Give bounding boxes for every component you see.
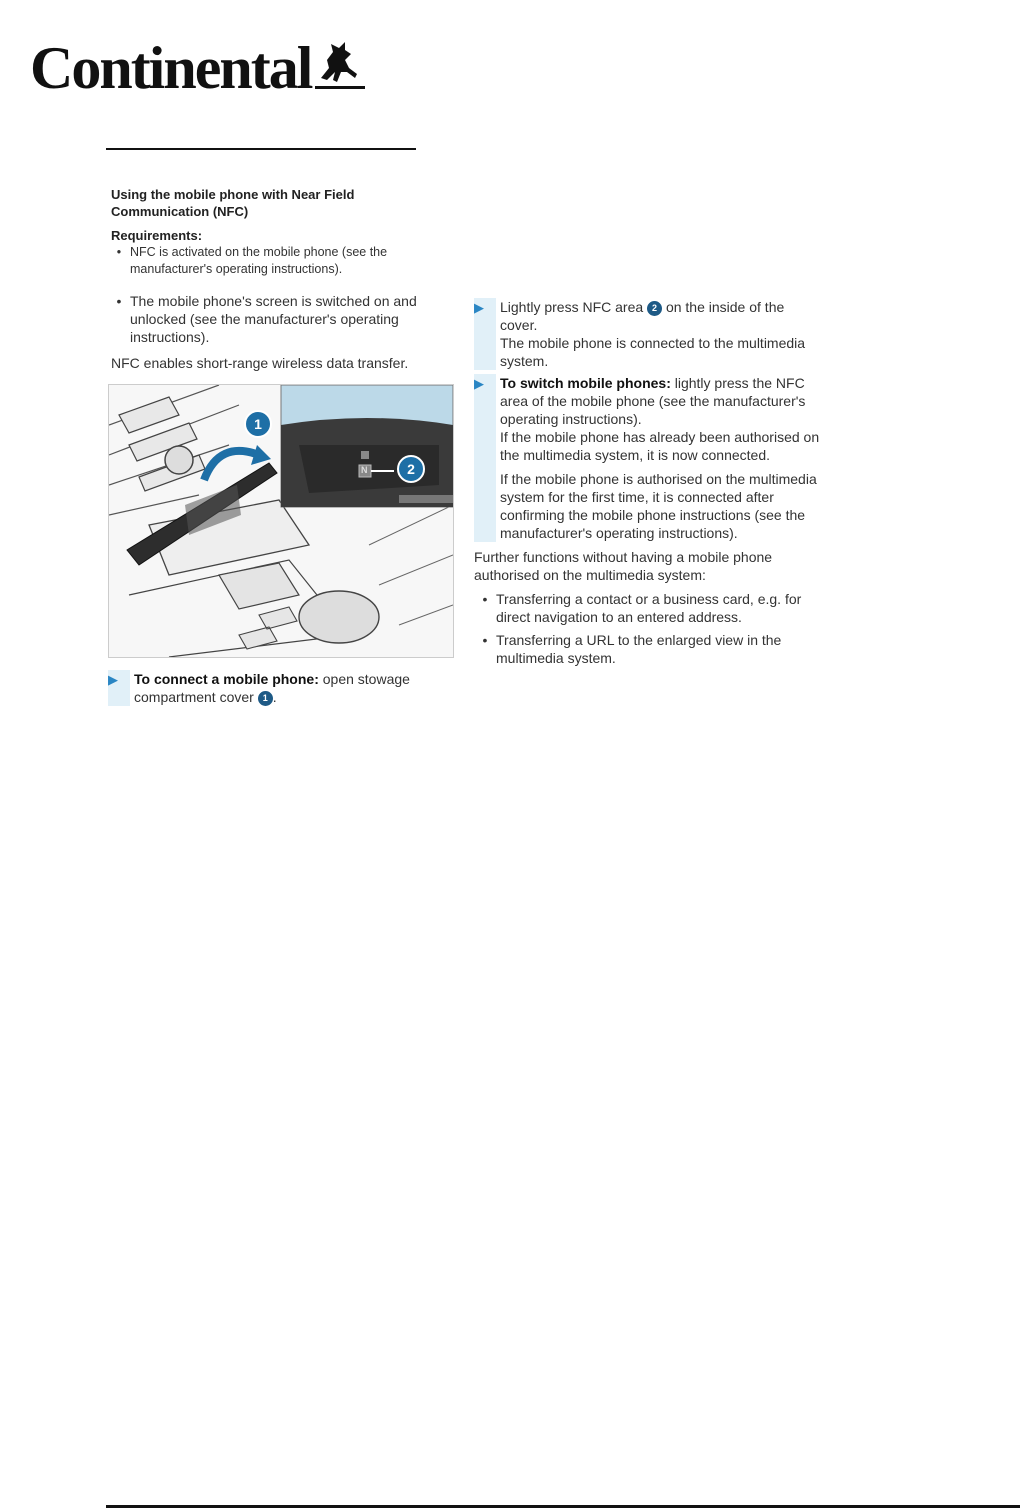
list-item: • NFC is activated on the mobile phone (see the manufacturer's operating instructions). <box>108 244 453 278</box>
callout-2: 2 <box>397 455 425 483</box>
step-text: lightly press the NFC area of the mobile phone (see the manufacturer's operating instructions). <box>500 375 806 427</box>
step-text: open stowage compartment cover <box>134 671 410 705</box>
list-item-text: Transferring a URL to the enlarged view in the multimedia system. <box>496 632 782 666</box>
continental-logo <box>30 28 365 101</box>
ref-2-badge: 2 <box>647 301 662 316</box>
left-column <box>108 186 453 706</box>
step-switch-phones <box>474 374 824 542</box>
requirement-text: The mobile phone's screen is switched on and unlocked (see the manufacturer's operating instructions). <box>130 293 417 345</box>
further-functions-list <box>474 590 824 667</box>
console-drawing <box>109 385 453 657</box>
footer-rule <box>106 1505 1020 1508</box>
list-item: • The mobile phone's screen is switched on and unlocked (see the manufacturer's operating instructions). <box>108 292 453 346</box>
step-result: The mobile phone is connected to the multimedia system. <box>500 335 806 369</box>
ref-1-badge: 1 <box>258 691 273 706</box>
step-press-nfc-area <box>474 298 824 370</box>
step-arrow-icon: ▶ <box>474 374 496 542</box>
step-result-authorised: If the mobile phone has already been authorised on the multimedia system, it is now connected. <box>500 429 820 463</box>
nfc-mark: N <box>361 465 368 475</box>
list-item: • Transferring a contact or a business card, e.g. for direct navigation to an entered address. <box>474 590 824 626</box>
step-arrow-icon: ▶ <box>474 298 496 370</box>
requirement-text: NFC is activated on the mobile phone (see the manufacturer's operating instructions). <box>130 245 388 276</box>
nfc-illustration <box>108 384 454 658</box>
step-end: . <box>272 689 277 705</box>
step-text: Lightly press NFC area <box>500 299 648 315</box>
step-text-after: on the inside of the cover. <box>500 299 785 333</box>
list-item: • Transferring a URL to the enlarged view in the multimedia system. <box>474 631 824 667</box>
requirements-list <box>108 244 453 278</box>
further-functions-intro: Further functions without having a mobile phone authorised on the multimedia system: <box>474 549 773 583</box>
step-arrow-icon: ▶ <box>108 672 118 687</box>
callout-1: 1 <box>244 410 272 438</box>
right-column <box>474 298 824 672</box>
step-bold: To connect a mobile phone: <box>134 671 319 687</box>
step-bold: To switch mobile phones: <box>500 375 671 391</box>
section-title: Using the mobile phone with Near Field Communication (NFC) <box>111 187 355 219</box>
requirements-title: Requirements: <box>111 228 203 243</box>
list-item-text: Transferring a contact or a business card, e.g. for direct navigation to an entered address. <box>496 591 802 625</box>
logo-wordmark: Continental <box>30 35 312 101</box>
header-rule <box>106 148 416 150</box>
step-connect-phone <box>108 670 453 706</box>
horse-logo-icon <box>315 38 365 92</box>
intro-paragraph: NFC enables short-range wireless data transfer. <box>111 355 409 371</box>
requirements-list-continued <box>108 292 453 346</box>
step-result-first-time: If the mobile phone is authorised on the multimedia system for the first time, it is connected after confirming the mobile phone instructions (see the manufacturer's operating instructions). <box>500 471 817 541</box>
